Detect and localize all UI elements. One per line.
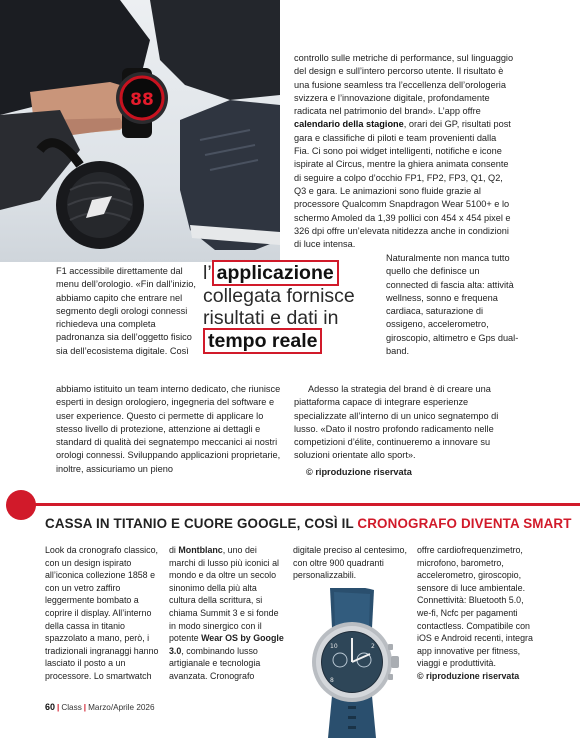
footer-separator: | — [83, 703, 87, 712]
copyright-top: © riproduzione riservata — [306, 467, 412, 477]
top-right-run-1: calendario della stagione — [294, 119, 404, 130]
pull-quote — [203, 262, 383, 352]
bottom-column-2 — [169, 544, 285, 683]
copyright-bottom: © riproduzione riservata — [417, 670, 520, 681]
hero-photo-illustration — [0, 0, 280, 262]
pull-quote-prefix: l’ — [203, 262, 212, 284]
top-right-run-0: controllo sulle metriche di performance, sul linguaggio del design e sull’intero percorso utente. Il risultato è una fusione seamless tra l’eccellenza dell’orologeria svizzera e l’innovazione digitale, profondamente radicata nel patrimonio del brand». L’app offre — [294, 53, 514, 117]
right-wide-text — [294, 383, 514, 463]
watch-numeral-8: 8 — [330, 677, 334, 684]
magazine-name: Class — [61, 703, 82, 712]
issue-date: Marzo/Aprile 2026 — [88, 703, 155, 712]
headline-part1: CASSA IN TITANIO E CUORE GOOGLE, COSÌ IL — [45, 516, 358, 531]
bottom-col2-run-2: , uno dei marchi di lusso più iconici al mondo e da oltre un secolo sinonimo della più alta cultura della scrittura, si chiama Summit 3 e si fonde in modo sinergico con il potente — [169, 545, 279, 644]
watch-numeral-10: 10 — [330, 643, 338, 650]
bottom-column-3: digitale preciso al centesimo, con oltre 900 quadranti personalizzabili. — [293, 545, 407, 581]
headline-part2: CRONOGRAFO DIVENTA SMART — [357, 516, 572, 531]
bottom-col2-run-3: Wear OS by Google 3.0 — [169, 633, 284, 656]
hero-photo — [0, 0, 280, 262]
top-right-run-2: , orari dei GP, risultati post gara e classifiche di piloti e team provenienti dalla Fia. Ci sono poi widget intelligenti, notifiche e icone ispirate al Circus, mentre la ghiera animata consente di seguire a colpo d’occhio FP1, FP2, FP3, Q1, Q2, Q3 e gara. Le animazioni sono fluide grazie al processore Qualcomm Snapdragon Wear 5100+ e lo schermo Amoled da 1,39 pollici con 454 x 454 pixel e 326 dpi offre un’elevata nitidezza anche in condizioni di luce intensa. — [294, 119, 511, 250]
watch-numeral-2: 2 — [371, 643, 375, 650]
section-divider-line — [18, 503, 580, 506]
pull-quote-highlight-applicazione: applicazione — [212, 260, 339, 286]
pull-quote-highlight-tempo-reale: tempo reale — [203, 328, 322, 354]
bottom-column-1: Look da cronografo classico, con un design ispirato all’iconica collezione 1858 e con un vetro zaffiro leggermente bombato a coprire il display. All’interno della cassa in titanio spazzolato a mano, però, i tradizionali ingranaggi hanno lasciato il posto a un processore. Lo smartwatch — [45, 545, 159, 681]
left-wide-text: abbiamo istituito un team interno dedicato, che riunisce esperti in design orologiero, ingegneria del software e user experience. Questo ci permette di applicare lo stesso livello di protezione, attenzione ai dettagli e standard di qualità dei segnatempo meccanici ai nostri orologi connessi. Sviluppando applicazioni proprietarie, inoltre, assicuriamo un pieno — [56, 384, 281, 474]
footer-separator: | — [57, 703, 60, 712]
pull-quote-middle: collegata fornisce risultati e dati in — [203, 284, 355, 329]
bottom-col2-run-1: Montblanc — [178, 545, 223, 555]
top-right-paragraph — [294, 52, 514, 251]
left-column-text: F1 accessibile direttamente dal menu dell’orologio. «Fin dall’inizio, abbiamo capito che entrare nel segmento degli orologi connessi richiedeva una completa padronanza sia dell’oggetto fisico sia dell’ecosistema digitale. Così — [56, 266, 196, 356]
montblanc-watch-image — [290, 588, 414, 738]
page-number: 60 — [45, 702, 56, 712]
section-divider-dot — [6, 490, 36, 520]
right-wide-body: Adesso la strategia del brand è di creare una piattaforma capace di integrare esperienze specializzate all’interno di un unico segnatempo di lusso. «Dato il nostro profondo radicamento nelle competizioni d’élite, continueremo a innovare su soluzioni orientate allo sport». — [294, 384, 499, 461]
bottom-column-4-text: offre cardiofrequenzimetro, microfono, barometro, accelerometro, giroscopio, sensore di luce ambientale. Connettività: Bluetooth 5.0, we-fi, Ncfc per pagamenti contactless. Compatibile con iOS e Android recenti, integra app innovative per fitness, viaggi e produttività. — [417, 545, 533, 669]
watch-illustration — [290, 588, 414, 738]
bottom-col2-run-4: , combinando lusso artigianale e tecnologia avanzata. Cronografo — [169, 645, 261, 681]
right-column-text: Naturalmente non manca tutto quello che definisce un connected di fascia alta: attività wellness, sonno e frequena cardiaca, saturazione di ossigeno, accelerometro, giroscopio, altimetro e Gps dual-band. — [386, 253, 519, 357]
page-footer — [45, 702, 155, 712]
bottom-col2-run-0: di — [169, 545, 179, 555]
section-headline — [45, 516, 572, 531]
bottom-column-4 — [417, 544, 537, 683]
watch-display: 88 — [130, 90, 154, 110]
